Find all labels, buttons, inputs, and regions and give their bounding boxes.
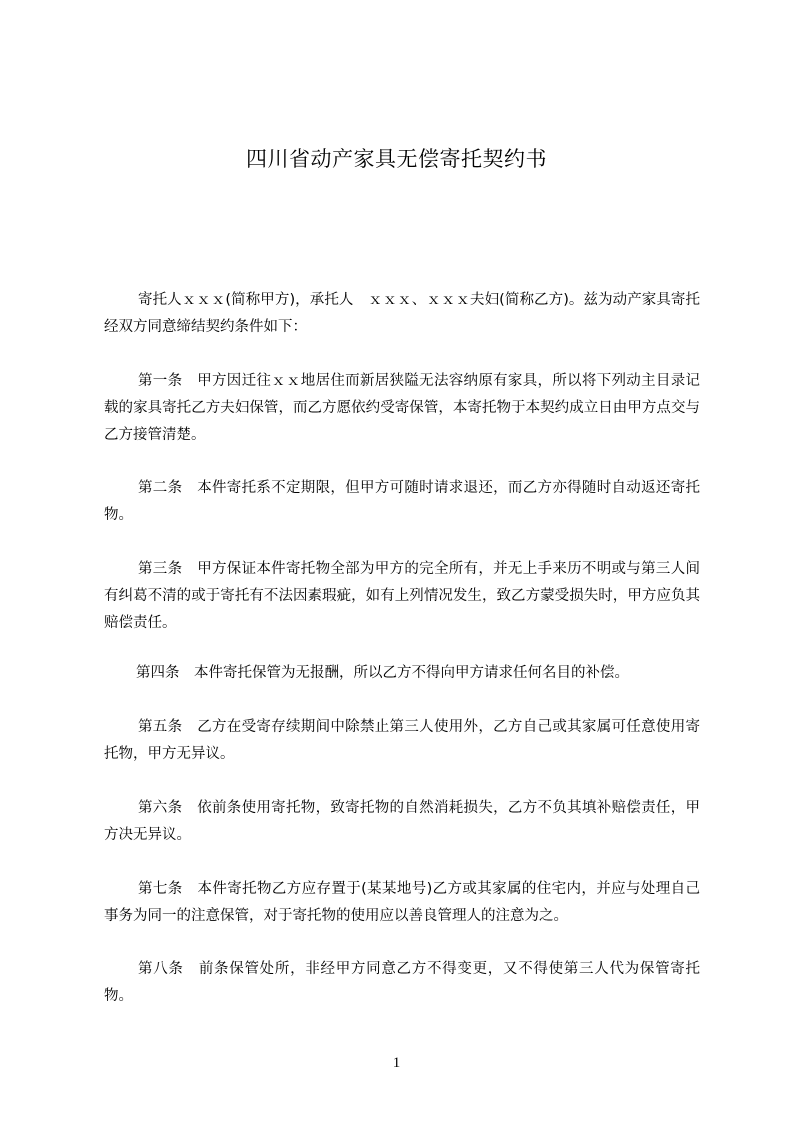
article-3-paragraph: 第三条 甲方保证本件寄托物全部为甲方的完全所有，并无上手来历不明或与第三人间有纠葛不清的或于寄托有不法因素瑕疵，如有上列情况发生，致乙方蒙受损失时，甲方应负其赔偿责任。 xyxy=(104,561,700,631)
article-6-paragraph: 第六条 依前条使用寄托物，致寄托物的自然消耗损失，乙方不负其填补赔偿责任，甲方决无异议。 xyxy=(104,800,700,843)
article-2-paragraph: 第二条 本件寄托系不定期限，但甲方可随时请求退还，而乙方亦得随时自动返还寄托物。 xyxy=(104,480,700,523)
preamble-paragraph: 寄托人ｘｘｘ(简称甲方)，承托人 ｘｘｘ、ｘｘｘ夫妇(简称乙方)。兹为动产家具寄托经双方同意缔结契约条件如下： xyxy=(104,292,700,335)
article-8-paragraph: 第八条 前条保管处所，非经甲方同意乙方不得变更，又不得使第三人代为保管寄托物。 xyxy=(104,961,700,1004)
document-title: 四川省动产家具无偿寄托契约书 xyxy=(246,147,547,171)
article-4-paragraph: 第四条 本件寄托保管为无报酬，所以乙方不得向甲方请求任何名目的补偿。 xyxy=(136,665,629,681)
article-1-paragraph: 第一条 甲方因迁往ｘｘ地居住而新居狭隘无法容纳原有家具，所以将下列动主目录记载的家具寄托乙方夫妇保管，而乙方愿依约受寄保管，本寄托物于本契约成立日由甲方点交与乙方接管清楚。 xyxy=(104,373,700,443)
article-7-paragraph: 第七条 本件寄托物乙方应存置于(某某地号)乙方或其家属的住宅内，并应与处理自己事务为同一的注意保管，对于寄托物的使用应以善良管理人的注意为之。 xyxy=(104,881,700,924)
page-number: 1 xyxy=(392,1055,401,1071)
article-5-paragraph: 第五条 乙方在受寄存续期间中除禁止第三人使用外，乙方自己或其家属可任意使用寄托物，甲方无异议。 xyxy=(104,719,700,762)
